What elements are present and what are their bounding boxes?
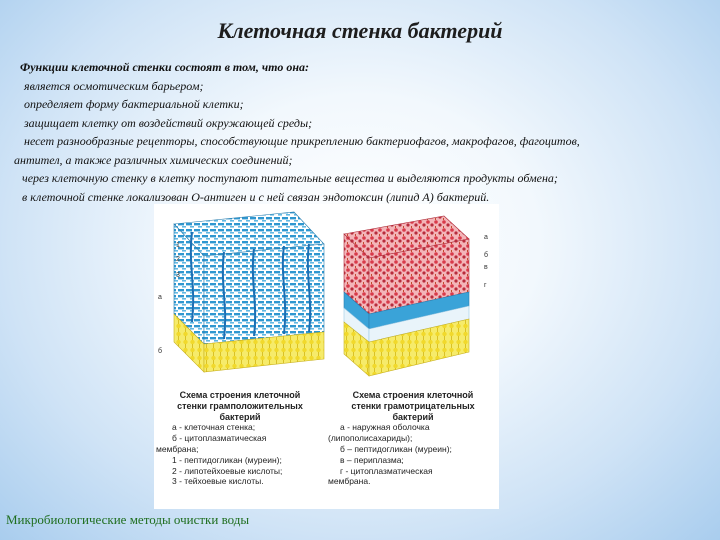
caption-item: 3 - тейхоевые кислоты. <box>172 476 264 487</box>
caption-item: г - цитоплазматическая <box>340 465 433 476</box>
caption-item: а - наружная оболочка <box>340 422 430 433</box>
gram-positive-label-1: 1 <box>176 242 180 249</box>
gram-negative-label-v: в <box>484 264 488 271</box>
gram-negative-diagram <box>344 216 469 376</box>
page-title: Клеточная стенка бактерий <box>217 18 503 43</box>
caption-heading: бактерий <box>392 411 434 422</box>
function-item: через клеточную стенку в клетку поступают питательные вещества и выделяются продукты обмена; <box>22 171 558 185</box>
function-item: защищает клетку от воздействий окружающей среды; <box>24 115 313 130</box>
caption-item: 1 - пептидогликан (муреин); <box>172 454 282 465</box>
caption-heading: бактерий <box>219 411 261 422</box>
gram-negative-label-a: а <box>484 234 488 241</box>
gram-negative-label-g: г <box>484 282 487 289</box>
intro-line: Функции клеточной стенки состоят в том, что она: <box>20 60 310 74</box>
gram-positive-label-2: 2 <box>176 256 180 263</box>
caption-item: б - цитоплазматическая <box>172 433 267 444</box>
function-item: в клеточной стенке локализован О-антиген и с ней связан эндотоксин (липид А) бактерий. <box>22 189 490 204</box>
function-item: является осмотическим барьером; <box>24 78 204 93</box>
caption-item: мембрана. <box>328 476 371 487</box>
caption-item: мембрана; <box>156 443 199 454</box>
cell-wall-diagram <box>154 204 499 389</box>
gram-positive-label-a: а <box>158 294 162 301</box>
footer-text: Микробиологические методы очистки воды <box>6 512 250 527</box>
function-item: определяет форму бактериальной клетки; <box>24 97 244 111</box>
gram-positive-caption <box>156 390 324 487</box>
caption-heading: стенки грамотрицательных <box>351 400 475 411</box>
caption-item: 2 - липотейхоевые кислоты; <box>172 465 283 476</box>
caption-item: в – периплазма; <box>340 454 404 465</box>
gram-positive-diagram <box>174 212 324 372</box>
gram-negative-label-b: б <box>484 252 489 259</box>
function-item: антител, а также различных химических соединений; <box>14 152 293 167</box>
caption-heading: стенки грамположительных <box>177 400 303 411</box>
caption-heading: Схема строения клеточной <box>352 390 474 400</box>
gram-negative-caption <box>328 390 498 487</box>
cell-wall-figure <box>154 204 499 509</box>
caption-item: (липополисахариды); <box>328 433 413 444</box>
caption-heading: Схема строения клеточной <box>179 390 301 400</box>
caption-item: б – пептидогликан (муреин); <box>340 443 452 454</box>
gram-positive-label-b: б <box>158 348 163 355</box>
gram-positive-label-3: 3 <box>176 272 180 279</box>
functions-text <box>14 58 690 206</box>
caption-item: а - клеточная стенка; <box>172 422 256 433</box>
function-item: несет разнообразные рецепторы, способствующие прикреплению бактериофагов, макрофагов, фагоцитов, <box>24 134 580 148</box>
